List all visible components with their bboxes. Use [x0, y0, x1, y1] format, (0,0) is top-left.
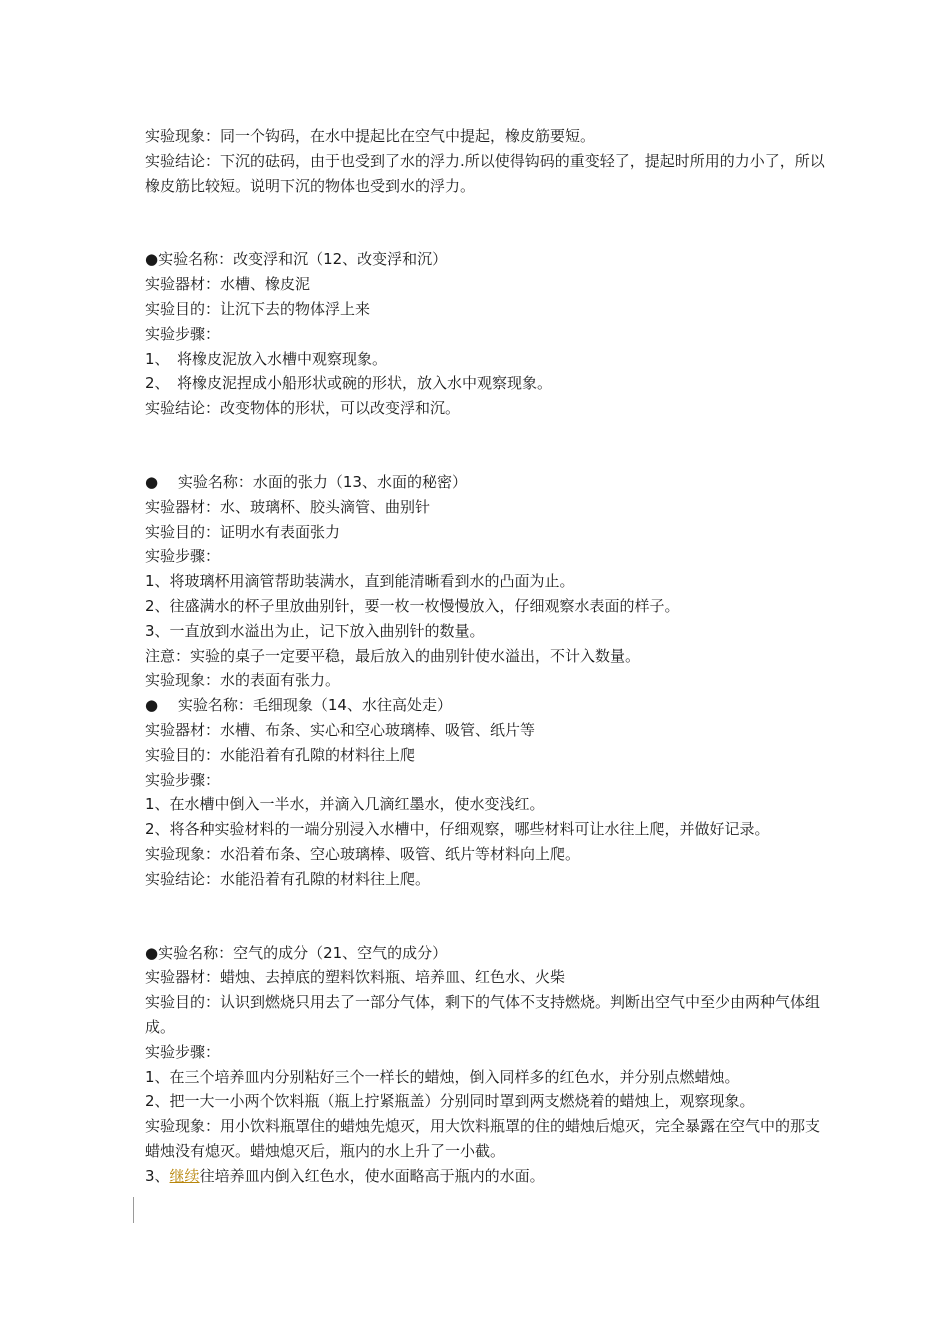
paragraph: 实验目的：水能沿着有孔隙的材料往上爬 [145, 745, 416, 764]
paragraph: 2、将各种实验材料的一端分别浸入水槽中，仔细观察，哪些材料可让水往上爬，并做好记录。 [145, 820, 770, 839]
experiment-title: ●实验名称：改变浮和沉（12、改变浮和沉） [145, 250, 448, 269]
paragraph: 2、把一大一小两个饮料瓶（瓶上拧紧瓶盖）分别同时罩到两支燃烧着的蜡烛上，观察现象。 [145, 1092, 755, 1111]
paragraph: 实验步骤： [145, 1042, 221, 1061]
step-text: 往培养皿内倒入红色水，使水面略高于瓶内的水面。 [199, 1166, 545, 1185]
section-air-composition [145, 941, 825, 1189]
paragraph: 实验器材：水槽、布条、实心和空心玻璃棒、吸管、纸片等 [145, 720, 536, 739]
paragraph: 实验步骤： [145, 547, 221, 566]
change-bar [133, 1197, 134, 1223]
paragraph: 实验结论：水能沿着有孔隙的材料往上爬。 [145, 869, 431, 888]
section-buoyancy-result [145, 124, 825, 198]
paragraph: 实验结论：下沉的砝码，由于也受到了水的浮力.所以使得钩码的重变轻了，提起时所用的力小了，所以橡皮筋比较短。说明下沉的物体也受到水的浮力。 [145, 151, 825, 195]
paragraph: 2、往盛满水的杯子里放曲别针，要一枚一枚慢慢放入，仔细观察水表面的样子。 [145, 596, 680, 615]
paragraph: 实验目的：证明水有表面张力 [145, 522, 341, 541]
paragraph: 实验目的：让沉下去的物体浮上来 [145, 299, 371, 318]
paragraph: 注意：实验的桌子一定要平稳，最后放入的曲别针使水溢出，不计入数量。 [145, 646, 641, 665]
paragraph-last [145, 1164, 825, 1189]
experiment-title: ● 实验名称：水面的张力（13、水面的秘密） [145, 472, 467, 491]
paragraph: 实验结论：改变物体的形状，可以改变浮和沉。 [145, 399, 461, 418]
section-float-sink [145, 247, 825, 421]
paragraph: 实验步骤： [145, 324, 221, 343]
experiment-title: ● 实验名称：毛细现象（14、水往高处走） [145, 696, 452, 715]
paragraph: 实验现象：水沿着布条、空心玻璃棒、吸管、纸片等材料向上爬。 [145, 844, 581, 863]
document-body [145, 124, 825, 1188]
paragraph: 1、在三个培养皿内分别粘好三个一样长的蜡烛，倒入同样多的红色水，并分别点燃蜡烛。 [145, 1067, 740, 1086]
paragraph: 1、 将橡皮泥放入水槽中观察现象。 [145, 349, 388, 368]
paragraph: 1、在水槽中倒入一半水，并滴入几滴红墨水，使水变浅红。 [145, 795, 545, 814]
paragraph: 实验器材：水、玻璃杯、胶头滴管、曲别针 [145, 497, 431, 516]
section-surface-tension [145, 470, 825, 693]
paragraph: 2、 将橡皮泥捏成小船形状或碗的形状，放入水中观察现象。 [145, 374, 553, 393]
paragraph: 实验步骤： [145, 770, 221, 789]
paragraph: 1、将玻璃杯用滴管帮助装满水，直到能清晰看到水的凸面为止。 [145, 572, 575, 591]
paragraph: 实验现象：水的表面有张力。 [145, 671, 341, 690]
paragraph: 实验器材：蜡烛、去掉底的塑料饮料瓶、培养皿、红色水、火柴 [145, 968, 566, 987]
paragraph: 实验目的：认识到燃烧只用去了一部分气体，剩下的气体不支持燃烧。判断出空气中至少由两种气体组成。 [145, 993, 821, 1036]
continue-link[interactable]: 继续 [169, 1166, 200, 1185]
section-capillary [145, 693, 825, 891]
experiment-title: ●实验名称：空气的成分（21、空气的成分） [145, 943, 448, 962]
paragraph: 实验器材：水槽、橡皮泥 [145, 275, 311, 294]
paragraph: 实验现象：同一个钩码，在水中提起比在空气中提起，橡皮筋要短。 [145, 127, 596, 145]
step-number: 3、 [145, 1166, 170, 1185]
paragraph: 3、一直放到水溢出为止，记下放入曲别针的数量。 [145, 621, 485, 640]
paragraph: 实验现象：用小饮料瓶罩住的蜡烛先熄灭，用大饮料瓶罩的住的蜡烛后熄灭，完全暴露在空气中的那支蜡烛没有熄灭。蜡烛熄灭后，瓶内的水上升了一小截。 [145, 1117, 821, 1160]
